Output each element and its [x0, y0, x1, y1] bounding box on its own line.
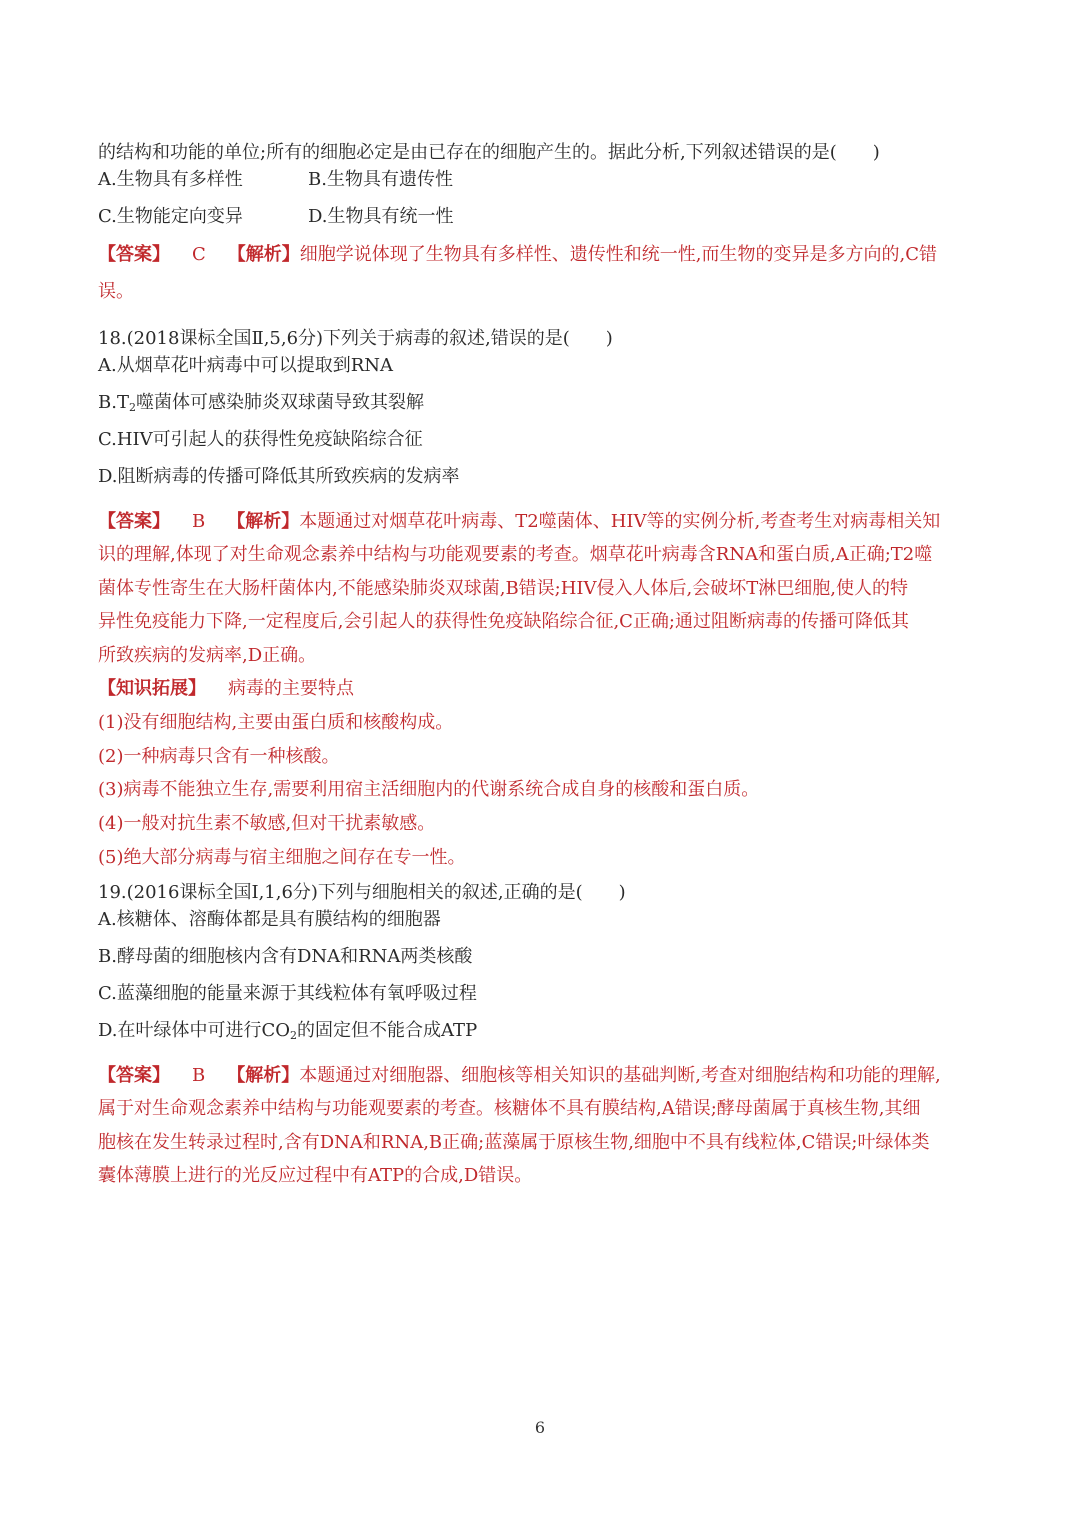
q19-analysis-2: 属于对生命观念素养中结构与功能观要素的考查。核糖体不具有膜结构,A错误;酵母菌属于真核生物,其细	[98, 1098, 921, 1119]
q18-point-4: (4)一般对抗生素不敏感,但对干扰素敏感。	[98, 813, 436, 834]
q19-option-a: A.核糖体、溶酶体都是具有膜结构的细胞器	[98, 909, 441, 930]
q17-options-cd	[98, 205, 454, 229]
page-number: 6	[534, 1418, 546, 1437]
q19-option-d-sub: 2	[290, 1029, 298, 1042]
q18-extension-title: 病毒的主要特点	[228, 678, 354, 699]
q17-option-d: D.生物具有统一性	[308, 206, 454, 227]
q17-option-a: A.生物具有多样性	[98, 169, 243, 190]
q18-point-2: (2)一种病毒只含有一种核酸。	[98, 746, 340, 767]
q19-option-b: B.酵母菌的细胞核内含有DNA和RNA两类核酸	[98, 946, 473, 967]
q18-option-a: A.从烟草花叶病毒中可以提取到RNA	[98, 355, 394, 376]
q18-option-c: C.HIV可引起人的获得性免疫缺陷综合征	[98, 429, 423, 450]
q19-analysis-3: 胞核在发生转录过程时,含有DNA和RNA,B正确;蓝藻属于原核生物,细胞中不具有线粒体,C错误;叶绿体类	[98, 1132, 930, 1153]
q18-analysis-5: 所致疾病的发病率,D正确。	[98, 645, 317, 666]
q19-option-d-pre: D.在叶绿体中可进行CO	[98, 1020, 291, 1041]
q19-option-d-post: 的固定但不能合成ATP	[297, 1020, 478, 1041]
q17-option-c: C.生物能定向变异	[98, 206, 243, 227]
q18-analysis-2: 识的理解,体现了对生命观念素养中结构与功能观要素的考查。烟草花叶病毒含RNA和蛋白质,A正确;T2噬	[98, 544, 933, 565]
q18-answer: B	[192, 511, 206, 532]
q18-analysis-1: 本题通过对烟草花叶病毒、T2噬菌体、HIV等的实例分析,考查考生对病毒相关知	[299, 511, 941, 532]
q18-point-5: (5)绝大部分病毒与宿主细胞之间存在专一性。	[98, 847, 466, 868]
q17-analysis-tag: 【解析】	[227, 244, 300, 265]
q19-option-d	[98, 1019, 477, 1043]
q18-point-3: (3)病毒不能独立生存,需要利用宿主活细胞内的代谢系统合成自身的核酸和蛋白质。	[98, 779, 760, 800]
q18-answer-tag: 【答案】	[98, 511, 170, 532]
q19-answer-line	[98, 1064, 941, 1088]
q19-answer: B	[192, 1065, 206, 1086]
q18-option-b-sub: 2	[128, 401, 136, 414]
q19-stem: 19.(2016课标全国Ⅰ,1,6分)下列与细胞相关的叙述,正确的是( )	[98, 882, 626, 903]
q17-answer-tag: 【答案】	[98, 244, 170, 265]
q17-answer: C	[192, 244, 206, 265]
q18-option-d: D.阻断病毒的传播可降低其所致疾病的发病率	[98, 466, 460, 487]
q17-option-b: B.生物具有遗传性	[308, 169, 453, 190]
q17-answer-line	[98, 243, 937, 267]
q19-analysis-1: 本题通过对细胞器、细胞核等相关知识的基础判断,考查对细胞结构和功能的理解,	[299, 1065, 941, 1086]
q17-stem-tail: 的结构和功能的单位;所有的细胞必定是由已存在的细胞产生的。据此分析,下列叙述错误的是( )	[98, 142, 880, 163]
q18-option-b-post: 噬菌体可感染肺炎双球菌导致其裂解	[135, 392, 424, 413]
q19-answer-tag: 【答案】	[98, 1065, 170, 1086]
q18-extension-heading	[98, 677, 354, 701]
q18-analysis-3: 菌体专性寄生在大肠杆菌体内,不能感染肺炎双球菌,B错误;HIV侵入人体后,会破坏T淋巴细胞,使人的特	[98, 578, 908, 599]
q18-extension-tag: 【知识拓展】	[98, 678, 206, 699]
q19-option-c: C.蓝藻细胞的能量来源于其线粒体有氧呼吸过程	[98, 983, 477, 1004]
q18-option-b-pre: B.T	[98, 392, 129, 413]
q18-point-1: (1)没有细胞结构,主要由蛋白质和核酸构成。	[98, 712, 454, 733]
q18-answer-line	[98, 510, 940, 534]
q17-analysis-2: 误。	[98, 281, 134, 302]
q18-analysis-tag: 【解析】	[227, 511, 300, 532]
q19-analysis-tag: 【解析】	[227, 1065, 300, 1086]
q17-analysis-1: 细胞学说体现了生物具有多样性、遗传性和统一性,而生物的变异是多方向的,C错	[299, 244, 937, 265]
q19-analysis-4: 囊体薄膜上进行的光反应过程中有ATP的合成,D错误。	[98, 1165, 533, 1186]
q18-stem: 18.(2018课标全国Ⅱ,5,6分)下列关于病毒的叙述,错误的是( )	[98, 328, 613, 349]
q18-analysis-4: 异性免疫能力下降,一定程度后,会引起人的获得性免疫缺陷综合征,C正确;通过阻断病毒的传播可降低其	[98, 611, 909, 632]
q18-option-b	[98, 391, 424, 415]
q17-options-ab	[98, 168, 453, 192]
